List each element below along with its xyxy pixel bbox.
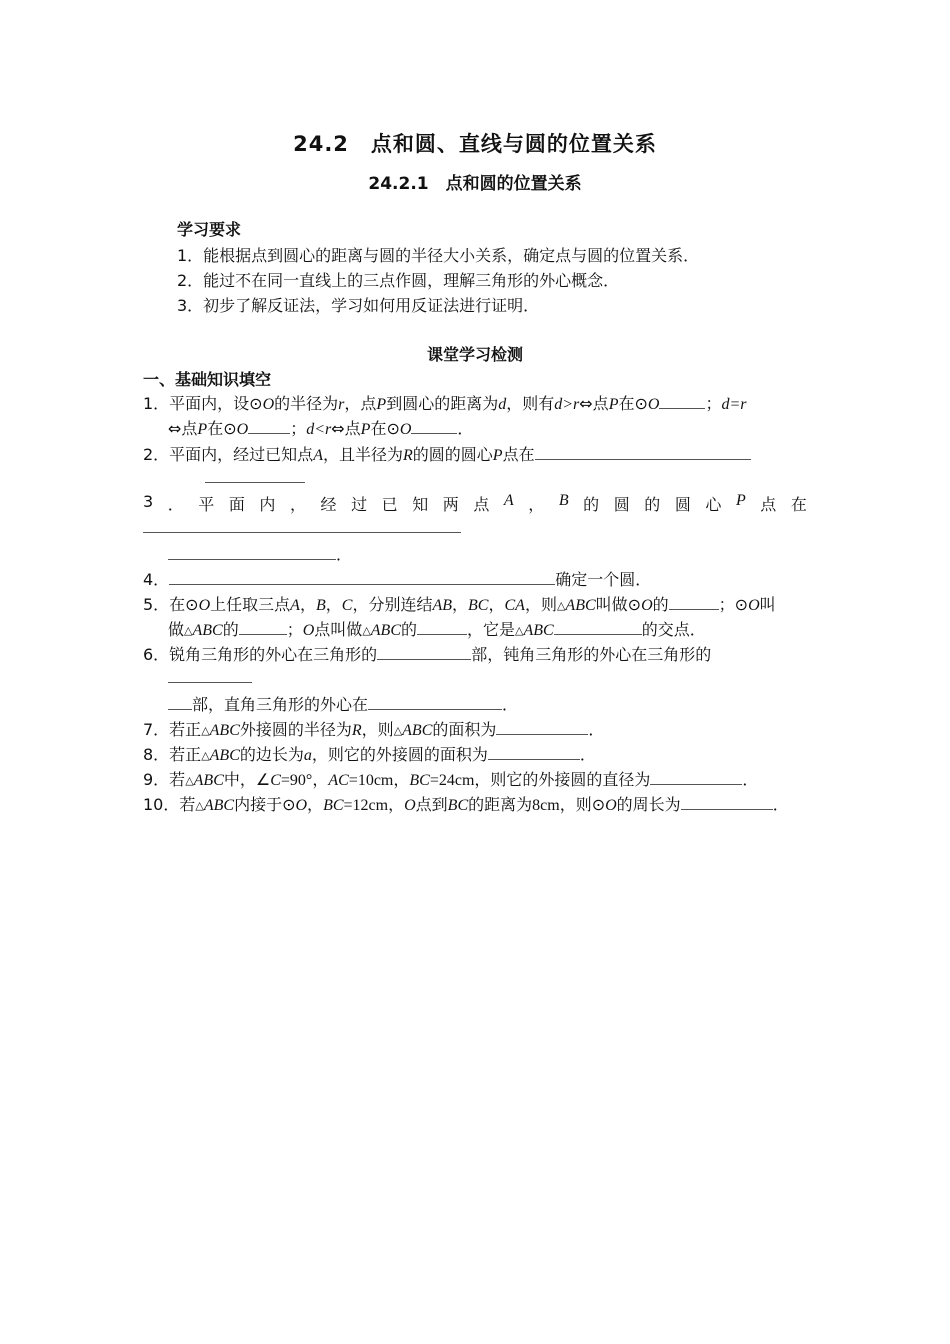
q5-var-ABC: ABC — [370, 622, 401, 639]
q1-text: ⇔点 — [579, 394, 609, 413]
q1-condition-1: d>r — [554, 396, 580, 413]
answer-blank[interactable] — [248, 418, 290, 434]
q9-value: =90°， — [280, 772, 329, 789]
q8-text: ． — [579, 745, 596, 764]
q3-char: 已 — [381, 495, 398, 514]
q5-var-ABC: ABC — [192, 622, 223, 639]
q3-char: 的 — [644, 495, 661, 514]
q1-text: ⇔点 — [331, 419, 361, 438]
question-7 — [143, 717, 604, 740]
q5-text: 5．在⊙ — [143, 595, 199, 614]
question-1-line-2 — [168, 416, 473, 439]
requirement-item-2: 2．能过不在同一直线上的三点作圆，理解三角形的外心概念． — [177, 271, 620, 290]
q1-var-P: P — [197, 421, 208, 438]
q5-text: ， — [299, 595, 316, 614]
q2-text: 2．平面内，经过已知点 — [143, 445, 314, 464]
triangle-icon: △ — [515, 624, 524, 637]
q9-var-AC: AC — [328, 772, 349, 789]
q1-var-P: P — [360, 421, 371, 438]
q5-var-B: B — [315, 597, 326, 614]
question-5-line-1 — [143, 592, 776, 615]
q7-text: 7．若正 — [143, 720, 202, 739]
answer-blank[interactable] — [169, 569, 555, 585]
q5-text: 的交点． — [641, 620, 706, 639]
answer-blank[interactable] — [535, 444, 751, 460]
triangle-icon: △ — [184, 624, 193, 637]
q9-text: ． — [742, 770, 759, 789]
q2-text: ，且半径为 — [322, 445, 403, 464]
q1-condition-3: d<r — [306, 421, 332, 438]
q9-text: 中，∠ — [223, 770, 271, 789]
q10-var-BC: BC — [323, 797, 344, 814]
answer-blank[interactable] — [554, 619, 642, 635]
q2-var-A: A — [313, 447, 323, 464]
question-5-line-2 — [168, 617, 706, 640]
q6-text: 部，钝角三角形的外心在三角形的 — [471, 645, 712, 664]
q1-condition-2: d=r — [721, 396, 747, 413]
q3-char: ， — [528, 495, 545, 514]
q1-var-O: O — [236, 421, 249, 438]
q2-var-P: P — [492, 447, 503, 464]
answer-blank[interactable] — [368, 694, 502, 710]
q6-text: 6．锐角三角形的外心在三角形的 — [143, 645, 378, 664]
q5-text: ，分别连结 — [352, 595, 433, 614]
q1-text: 在⊙ — [618, 394, 648, 413]
q3-char: 的 — [583, 495, 600, 514]
q7-text: 外接圆的半径为 — [239, 720, 352, 739]
q3-char: 两 — [442, 495, 459, 514]
q7-var-R: R — [351, 722, 362, 739]
q7-text: 的面积为 — [432, 720, 497, 739]
q4-text: 确定一个圆． — [555, 570, 652, 589]
q10-text: 内接于⊙ — [234, 795, 296, 814]
q8-text: ，则它的外接圆的面积为 — [311, 745, 488, 764]
q3-var-B: B — [558, 492, 569, 509]
q5-text: 的 — [401, 620, 418, 639]
answer-blank[interactable] — [168, 694, 192, 710]
q8-text: 的边长为 — [239, 745, 304, 764]
q3-var-A: A — [503, 492, 514, 509]
q1-var-P: P — [376, 396, 387, 413]
q6-text: 部，直角三角形的外心在 — [192, 695, 369, 714]
q3-char: 经 — [320, 495, 337, 514]
answer-blank[interactable] — [143, 532, 461, 533]
q10-text: 点到 — [415, 795, 448, 814]
q5-var-CA: CA — [504, 597, 525, 614]
q8-var-a: a — [303, 747, 312, 764]
q3-char: ， — [289, 495, 306, 514]
q10-text: 的距离为 — [468, 795, 533, 814]
answer-blank[interactable] — [659, 393, 705, 409]
q8-var-ABC: ABC — [209, 747, 240, 764]
q3-char: 平 — [198, 495, 215, 514]
q3-char: 点 — [760, 495, 777, 514]
q10-value: 8cm — [532, 797, 560, 814]
q10-text: 10．若 — [143, 795, 196, 814]
q2-text: 点在 — [502, 445, 535, 464]
triangle-icon: △ — [201, 749, 210, 762]
q9-var-BC: BC — [409, 772, 430, 789]
q9-text: 9．若 — [143, 770, 186, 789]
q1-text: ，则有 — [506, 394, 555, 413]
q10-value: =12cm， — [343, 797, 405, 814]
question-1-line-1 — [143, 391, 747, 414]
q10-text: ， — [307, 795, 324, 814]
q9-value: =10cm， — [348, 772, 410, 789]
q1-var-d: d — [498, 396, 507, 413]
answer-blank[interactable] — [239, 619, 287, 635]
answer-blank[interactable] — [417, 619, 467, 635]
q5-var-ABC: ABC — [523, 622, 554, 639]
triangle-icon: △ — [362, 624, 371, 637]
q10-text: 的周长为 — [616, 795, 681, 814]
q7-var-ABC: ABC — [402, 722, 433, 739]
q3-char: 圆 — [674, 495, 691, 514]
q7-text: ，则 — [361, 720, 394, 739]
q1-text: 的半径为 — [274, 394, 339, 413]
requirement-item-1: 1．能根据点到圆心的距离与圆的半径大小关系，确定点与圆的位置关系． — [177, 246, 700, 265]
q5-text: ，则 — [524, 595, 557, 614]
question-2-line-1 — [143, 442, 751, 465]
q6-text: ． — [502, 695, 519, 714]
question-6-line-1 — [143, 642, 711, 665]
section-title: 课堂学习检测 — [426, 345, 523, 364]
q5-text: 点叫做 — [314, 620, 363, 639]
q10-text: ． — [772, 795, 789, 814]
q5-text: 上任取三点 — [210, 595, 291, 614]
q1-text: 到圆心的距离为 — [386, 394, 499, 413]
answer-blank[interactable] — [168, 544, 336, 560]
q10-var-O: O — [404, 797, 416, 814]
q5-text: 的 — [652, 595, 669, 614]
q2-var-R: R — [402, 447, 413, 464]
q3-char: 内 — [259, 495, 276, 514]
question-4 — [143, 567, 651, 590]
triangle-icon: △ — [556, 599, 566, 612]
part-title: 一、基础知识填空 — [143, 370, 272, 389]
answer-blank[interactable] — [411, 418, 457, 434]
q1-text: ； — [705, 394, 722, 413]
q5-text: 的 — [222, 620, 239, 639]
q5-text: ， — [488, 595, 505, 614]
q5-var-ABC: ABC — [565, 597, 596, 614]
triangle-icon: △ — [201, 724, 210, 737]
answer-blank[interactable] — [168, 682, 252, 683]
q10-text: ，则⊙ — [559, 795, 606, 814]
q5-text: 做 — [168, 620, 185, 639]
q3-char: ． — [167, 495, 184, 514]
q3-char: 知 — [412, 495, 429, 514]
q5-var-O: O — [302, 622, 315, 639]
q5-text: 叫 — [759, 595, 776, 614]
q10-var-O: O — [605, 797, 617, 814]
q1-text: ； — [290, 419, 307, 438]
q10-var-BC: BC — [447, 797, 469, 814]
q4-text: 4． — [143, 570, 170, 589]
answer-blank[interactable] — [650, 769, 742, 785]
requirement-item-3: 3．初步了解反证法，学习如何用反证法进行证明． — [177, 296, 540, 315]
q9-var-ABC: ABC — [193, 772, 224, 789]
q5-var-O: O — [641, 597, 653, 614]
q1-var-r: r — [338, 396, 345, 413]
triangle-icon: △ — [185, 774, 194, 787]
triangle-icon: △ — [393, 724, 403, 737]
answer-blank[interactable] — [669, 594, 719, 610]
requirements-heading: 学习要求 — [177, 220, 242, 239]
answer-blank[interactable] — [205, 482, 305, 483]
q3-char: 在 — [790, 495, 807, 514]
page-title: 24.2 点和圆、直线与圆的位置关系 — [293, 132, 657, 156]
q5-var-AB: AB — [432, 597, 452, 614]
q3-char: 圆 — [613, 495, 630, 514]
q7-var-ABC: ABC — [209, 722, 240, 739]
page-subtitle: 24.2.1 点和圆的位置关系 — [368, 174, 582, 194]
q1-text: ，点 — [344, 394, 377, 413]
q8-text: 8．若正 — [143, 745, 202, 764]
q5-var-O: O — [198, 597, 211, 614]
q5-var-O: O — [748, 597, 760, 614]
question-10 — [143, 792, 789, 815]
q3-char: 面 — [228, 495, 245, 514]
q5-text: ；⊙ — [718, 595, 749, 614]
answer-blank[interactable] — [496, 719, 588, 735]
q5-var-BC: BC — [468, 597, 489, 614]
q1-var-O: O — [647, 396, 660, 413]
q1-var-P: P — [608, 396, 619, 413]
q9-value: =24cm — [429, 772, 475, 789]
q1-text: 1．平面内，设⊙ — [143, 394, 263, 413]
answer-blank[interactable] — [681, 794, 773, 810]
q1-text: ⇔点 — [168, 419, 198, 438]
question-8 — [143, 742, 596, 765]
q3-char: 过 — [351, 495, 368, 514]
answer-blank[interactable] — [488, 744, 580, 760]
q3-text: ． — [336, 545, 353, 564]
q5-var-A: A — [290, 597, 300, 614]
question-9 — [143, 767, 758, 790]
q5-text: ， — [325, 595, 342, 614]
q5-text: ， — [452, 595, 469, 614]
q5-text: 叫做⊙ — [595, 595, 642, 614]
q1-var-O: O — [399, 421, 412, 438]
q3-var-P: P — [735, 492, 746, 509]
triangle-icon: △ — [195, 799, 204, 812]
q3-char: 心 — [705, 495, 722, 514]
answer-blank[interactable] — [377, 644, 471, 660]
q1-text: 在⊙ — [370, 419, 400, 438]
q9-var-C: C — [270, 772, 281, 789]
q3-char: 点 — [473, 495, 490, 514]
question-3-line-2 — [168, 542, 352, 565]
question-3-line-1 — [143, 492, 807, 515]
q9-text: ，则它的外接圆的直径为 — [474, 770, 651, 789]
q7-text: ． — [588, 720, 605, 739]
q5-text: ，它是 — [467, 620, 516, 639]
q10-var-O: O — [295, 797, 308, 814]
q1-text: ． — [457, 419, 474, 438]
q1-var-O: O — [262, 396, 275, 413]
q1-text: 在⊙ — [207, 419, 237, 438]
q5-var-C: C — [341, 597, 353, 614]
q2-text: 的圆的圆心 — [412, 445, 493, 464]
q3-text: 3 — [143, 492, 154, 511]
question-6-line-2 — [168, 692, 518, 715]
q10-var-ABC: ABC — [203, 797, 235, 814]
q5-text: ； — [286, 620, 303, 639]
